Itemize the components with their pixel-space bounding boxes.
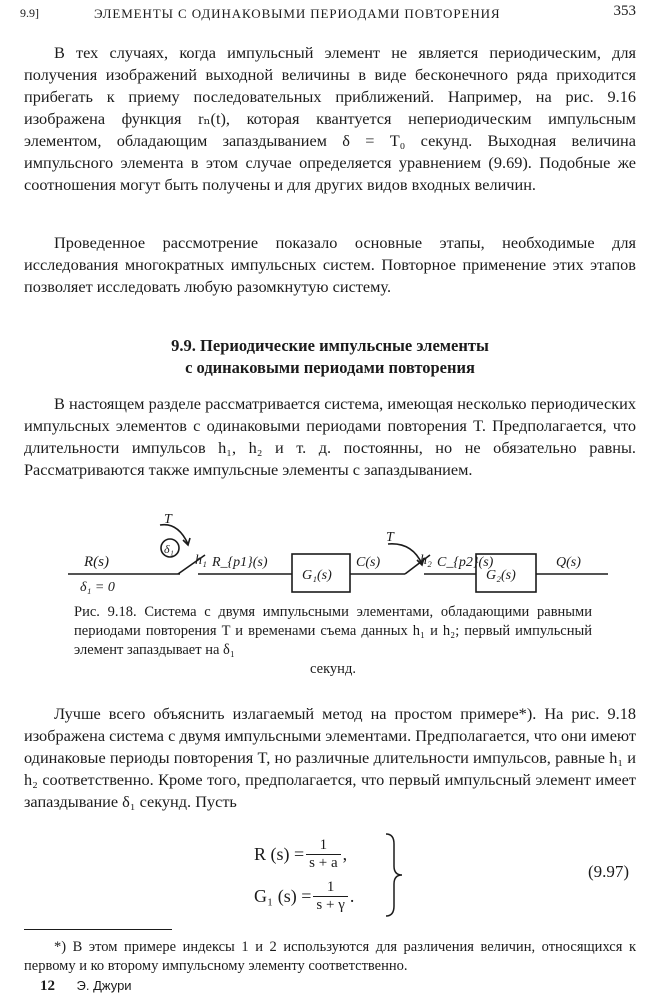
paragraph-example: [24, 703, 636, 813]
mid-signal-label: C(s): [356, 555, 381, 570]
footnote-rule: [24, 929, 172, 930]
signal2-label: C_{p2}(s): [437, 555, 494, 570]
footer-author: Э. Джури: [76, 978, 132, 993]
delay-condition: δ₁ = 0: [80, 580, 115, 595]
header-title: ЭЛЕМЕНТЫ С ОДИНАКОВЫМИ ПЕРИОДАМИ ПОВТОРЕНИЯ: [94, 6, 501, 21]
fraction-numerator: 1: [326, 878, 335, 895]
equation-9-97: [254, 826, 654, 922]
paragraph-summary: [24, 232, 636, 298]
signal1-label: R_{p1}(s): [212, 555, 268, 570]
fraction-denominator: s + a: [306, 854, 340, 872]
paragraph-text: Проведенное рассмотрение показало основные этапы, необходимые для исследования многократных импульсных систем. Повторное применение этих этапов позволяет исследовать любую разомкнутую систему.: [24, 233, 636, 296]
fraction-numerator: 1: [319, 836, 328, 853]
input-label: R(s): [84, 554, 109, 570]
paragraph-intro: [24, 393, 636, 481]
equation-lhs: G₁ (s) =: [254, 885, 312, 906]
paragraph-text: Лучше всего объяснить излагаемый метод на простом примере*). На рис. 9.18 изображена система с двумя импульсными элементами. Предполагается, что они имеют одинаковые периоды повторения T, но различные длительности импульсов, равные h₁ и h₂ соответственно. Кроме того, предполагается, что первый импульсный элемент имеет запаздывание δ₁ секунд. Пусть: [24, 704, 636, 811]
paragraph-nonperiodic: [24, 42, 636, 196]
header-page-number: 353: [613, 3, 636, 19]
footnote: [24, 938, 636, 976]
switch1-width-label: h₁: [195, 553, 207, 568]
switch1-delay-label: δ₁: [164, 542, 174, 556]
caption-last-line: секунд.: [310, 661, 356, 677]
caption-text: Рис. 9.18. Система с двумя импульсными элементами, обладающими равными периодами повторения T и временами съема данных h₁ и h₂; первый импульсный элемент запаздывает на δ₁: [74, 604, 592, 658]
switch1-period-label: T: [164, 512, 172, 527]
equation-lhs: R (s) =: [254, 843, 305, 864]
section-heading-line2: с одинаковыми периодами повторения: [185, 358, 475, 377]
equation-separator: .: [349, 885, 355, 906]
header-section-number: 9.9]: [20, 6, 39, 20]
fraction: [306, 837, 340, 872]
section-heading-line1: 9.9. Периодические импульсные элементы: [171, 336, 489, 355]
right-brace-icon: [382, 832, 406, 918]
footnote-text: *) В этом примере индексы 1 и 2 используются для различения величин, относящихся к первому и ко второму импульсному элементу соответственно.: [24, 939, 636, 974]
equation-separator: ,: [342, 843, 348, 864]
section-heading: [0, 335, 660, 379]
running-header: [20, 3, 636, 25]
equation-number: (9.97): [588, 862, 630, 881]
switch2-period-label: T: [386, 530, 394, 545]
output-label: Q(s): [556, 555, 581, 570]
paragraph-text: В тех случаях, когда импульсный элемент не является периодическим, для получения изображений выходной величины в виде бесконечного ряда приходится прибегать к приему последовательных приближений. Например, на рис. 9.16 изображена функция rₙ(t), которая квантуется непериодическим импульсным элементом, обладающим запаздыванием δ = T₀ секунд. Выходная величина импульсного элемента в этом случае определяется уравнением (9.69). Подобные же соотношения могут быть получены и для других видов входных величин.: [24, 43, 636, 194]
block2-label: G₂(s): [486, 568, 516, 583]
block-diagram: [60, 508, 620, 603]
fraction-denominator: s + γ: [313, 896, 347, 914]
block1-label: G₁(s): [302, 568, 332, 583]
switch2-width-label: h₂: [420, 553, 432, 568]
page-footer: [40, 978, 132, 995]
equation-row-R: [254, 832, 347, 876]
figure-caption: [74, 603, 592, 679]
footer-signature-number: 12: [40, 978, 55, 994]
fraction: [313, 879, 347, 914]
equation-row-G1: [254, 874, 354, 918]
paragraph-text: В настоящем разделе рассматривается система, имеющая несколько периодических импульсных элементов с одинаковыми периодами повторения T. Предполагается, что длительности импульсов h₁, h₂ и т. д. постоянны, но не обязательно равны. Рассматриваются также импульсные элементы с запаздыванием.: [24, 394, 636, 479]
